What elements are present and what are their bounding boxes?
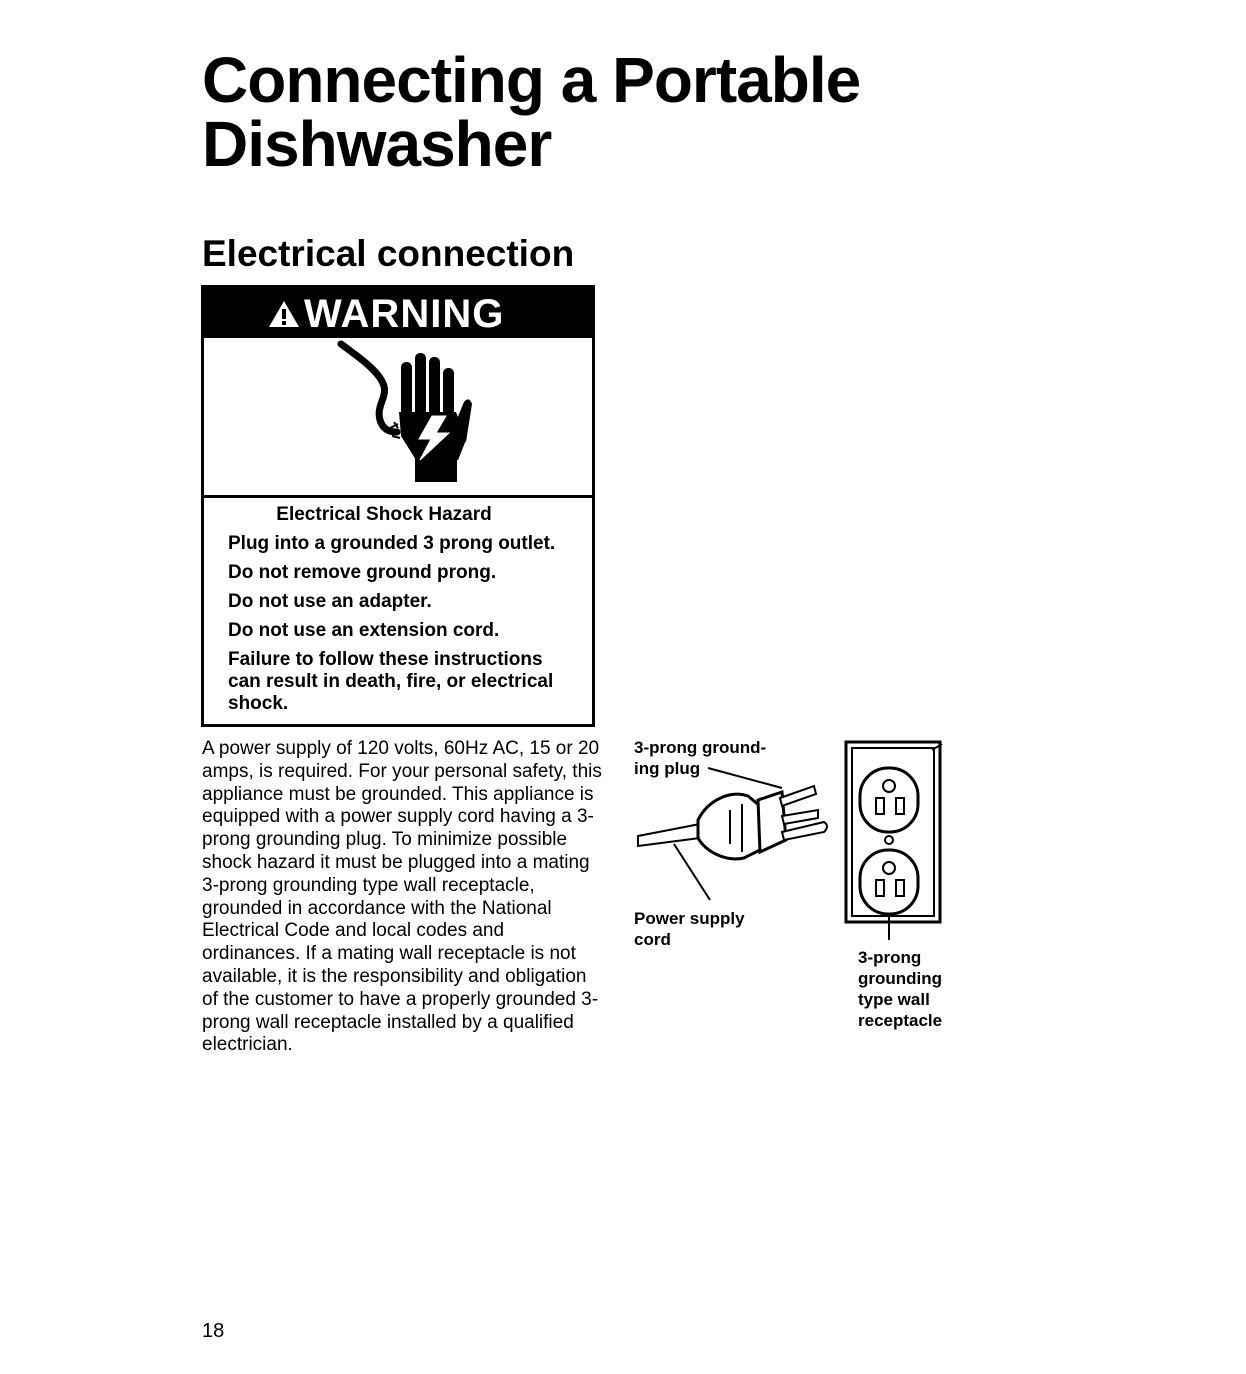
warning-line: Do not remove ground prong. — [228, 562, 497, 583]
warning-line: Plug into a grounded 3 prong outlet. — [228, 533, 556, 554]
body-paragraph: A power supply of 120 volts, 60Hz AC, 15 or 20 amps, is required. For your personal safety, this appliance must be grounded. This appliance is equipped with a power supply cord having a 3-prong grounding plug. To minimize possible shock hazard it must be plugged into a mating 3-prong grounding type wall receptacle, grounded in accordance with the National Electrical Code and local codes and ordinances. If a mating wall receptacle is not available, it is the responsibility and obligation of the customer to have a properly grounded 3-prong wall receptacle installed by a qualified electrician. — [202, 738, 602, 1056]
title-line-1: Connecting a Portable — [202, 44, 861, 116]
receptacle-label — [858, 947, 942, 1031]
receptacle-label-line: type wall — [858, 990, 930, 1009]
cord-label-line-2: cord — [634, 930, 671, 949]
receptacle-label-line: receptacle — [858, 1011, 943, 1030]
warning-box — [201, 285, 595, 727]
warning-text — [228, 504, 578, 722]
receptacle-label-line: 3-prong — [858, 948, 922, 967]
cord-label-line-1: Power supply — [634, 909, 745, 928]
warning-line: Do not use an adapter. — [228, 591, 432, 612]
plug-label-line-1: 3-prong ground- — [634, 738, 767, 757]
section-title: Electrical connection — [202, 233, 575, 274]
page-number: 18 — [202, 1320, 225, 1342]
plug-label-line-2: ing plug — [634, 759, 701, 778]
hazard-title: Electrical Shock Hazard — [276, 504, 492, 525]
page-title — [202, 44, 861, 180]
warning-line: Failure to follow these instructions can result in death, fire, or electrical shock. — [228, 649, 554, 714]
shock-hazard-illustration — [204, 338, 592, 498]
warning-header — [204, 288, 592, 338]
warning-line: Do not use an extension cord. — [228, 620, 500, 641]
receptacle-label-line: grounding — [858, 969, 943, 988]
cord-label — [634, 908, 745, 950]
warning-triangle-icon — [268, 300, 300, 328]
electric-shock-hand-icon — [204, 338, 592, 495]
warning-label: WARNING — [304, 292, 505, 336]
title-line-2: Dishwasher — [202, 108, 552, 180]
